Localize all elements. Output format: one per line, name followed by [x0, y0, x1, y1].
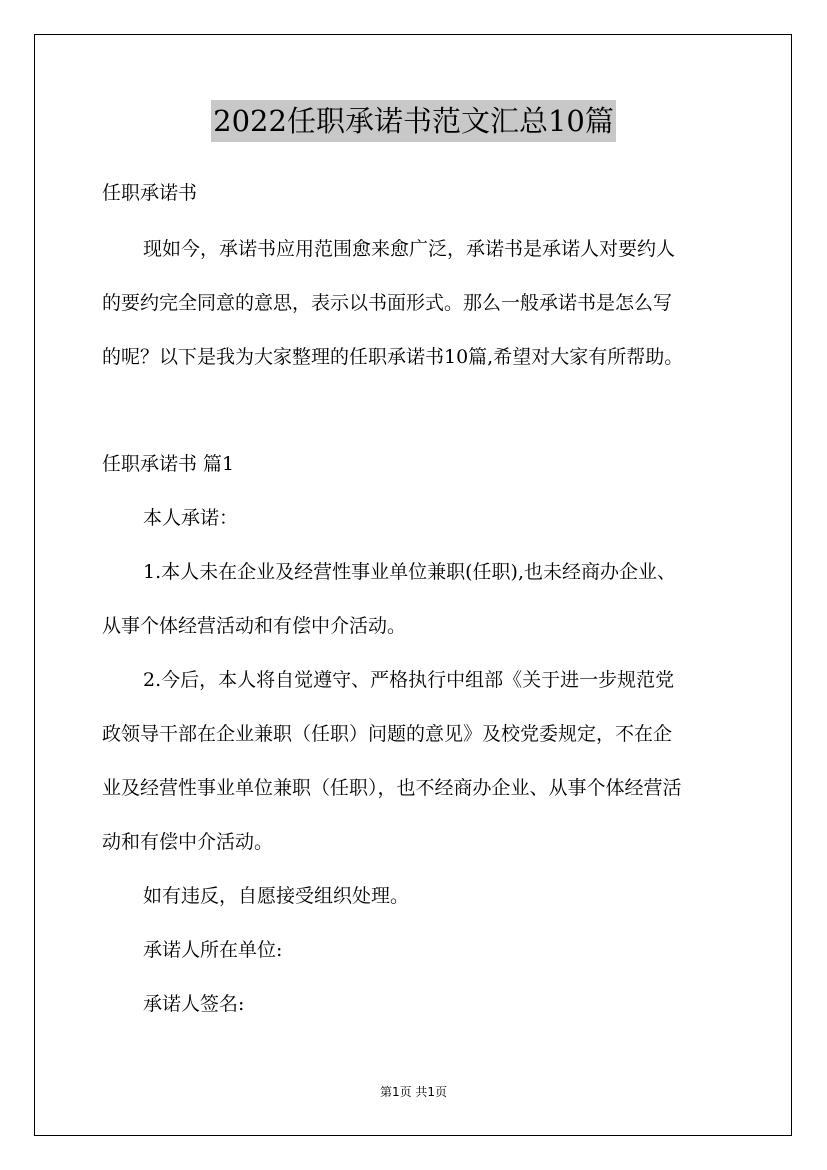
article-heading: 任职承诺书 篇1	[102, 453, 235, 475]
page-footer	[0, 1082, 827, 1102]
intro-line-2: 的要约完全同意的意思，表示以书面形式。那么一般承诺书是怎么写	[102, 292, 673, 314]
promise-label: 本人承诺：	[143, 507, 239, 529]
item1-line-2: 从事个体经营活动和有偿中介活动。	[102, 615, 407, 637]
intro-line-1: 现如今，承诺书应用范围愈来愈广泛，承诺书是承诺人对要约人	[143, 238, 676, 260]
violation-line: 如有违反，自愿接受组织处理。	[143, 885, 410, 907]
item2-line-4: 动和有偿中介活动。	[102, 831, 274, 853]
signature-line: 承诺人签名:	[143, 993, 245, 1015]
page-number: 第1页 共1页	[379, 1085, 448, 1099]
article-section	[102, 437, 728, 1031]
intro-section	[102, 166, 728, 220]
title-container	[0, 100, 827, 142]
item2-line-1: 2.今后，本人将自觉遵守、严格执行中组部《关于进一步规范党	[143, 669, 675, 691]
item1-line-1: 1.本人未在企业及经营性事业单位兼职(任职),也未经商办企业、	[143, 561, 676, 583]
section-heading: 任职承诺书	[102, 182, 198, 204]
item2-line-2: 政领导干部在企业兼职（任职）问题的意见》及校党委规定，不在企	[102, 723, 673, 745]
intro-paragraph	[102, 222, 728, 384]
unit-line: 承诺人所在单位:	[143, 939, 283, 961]
item2-line-3: 业及经营性事业单位兼职（任职），也不经商办企业、从事个体经营活	[102, 777, 682, 799]
intro-line-3: 的呢？以下是我为大家整理的任职承诺书10篇,希望对大家有所帮助。	[102, 346, 684, 368]
document-title: 2022任职承诺书范文汇总10篇	[211, 100, 616, 142]
